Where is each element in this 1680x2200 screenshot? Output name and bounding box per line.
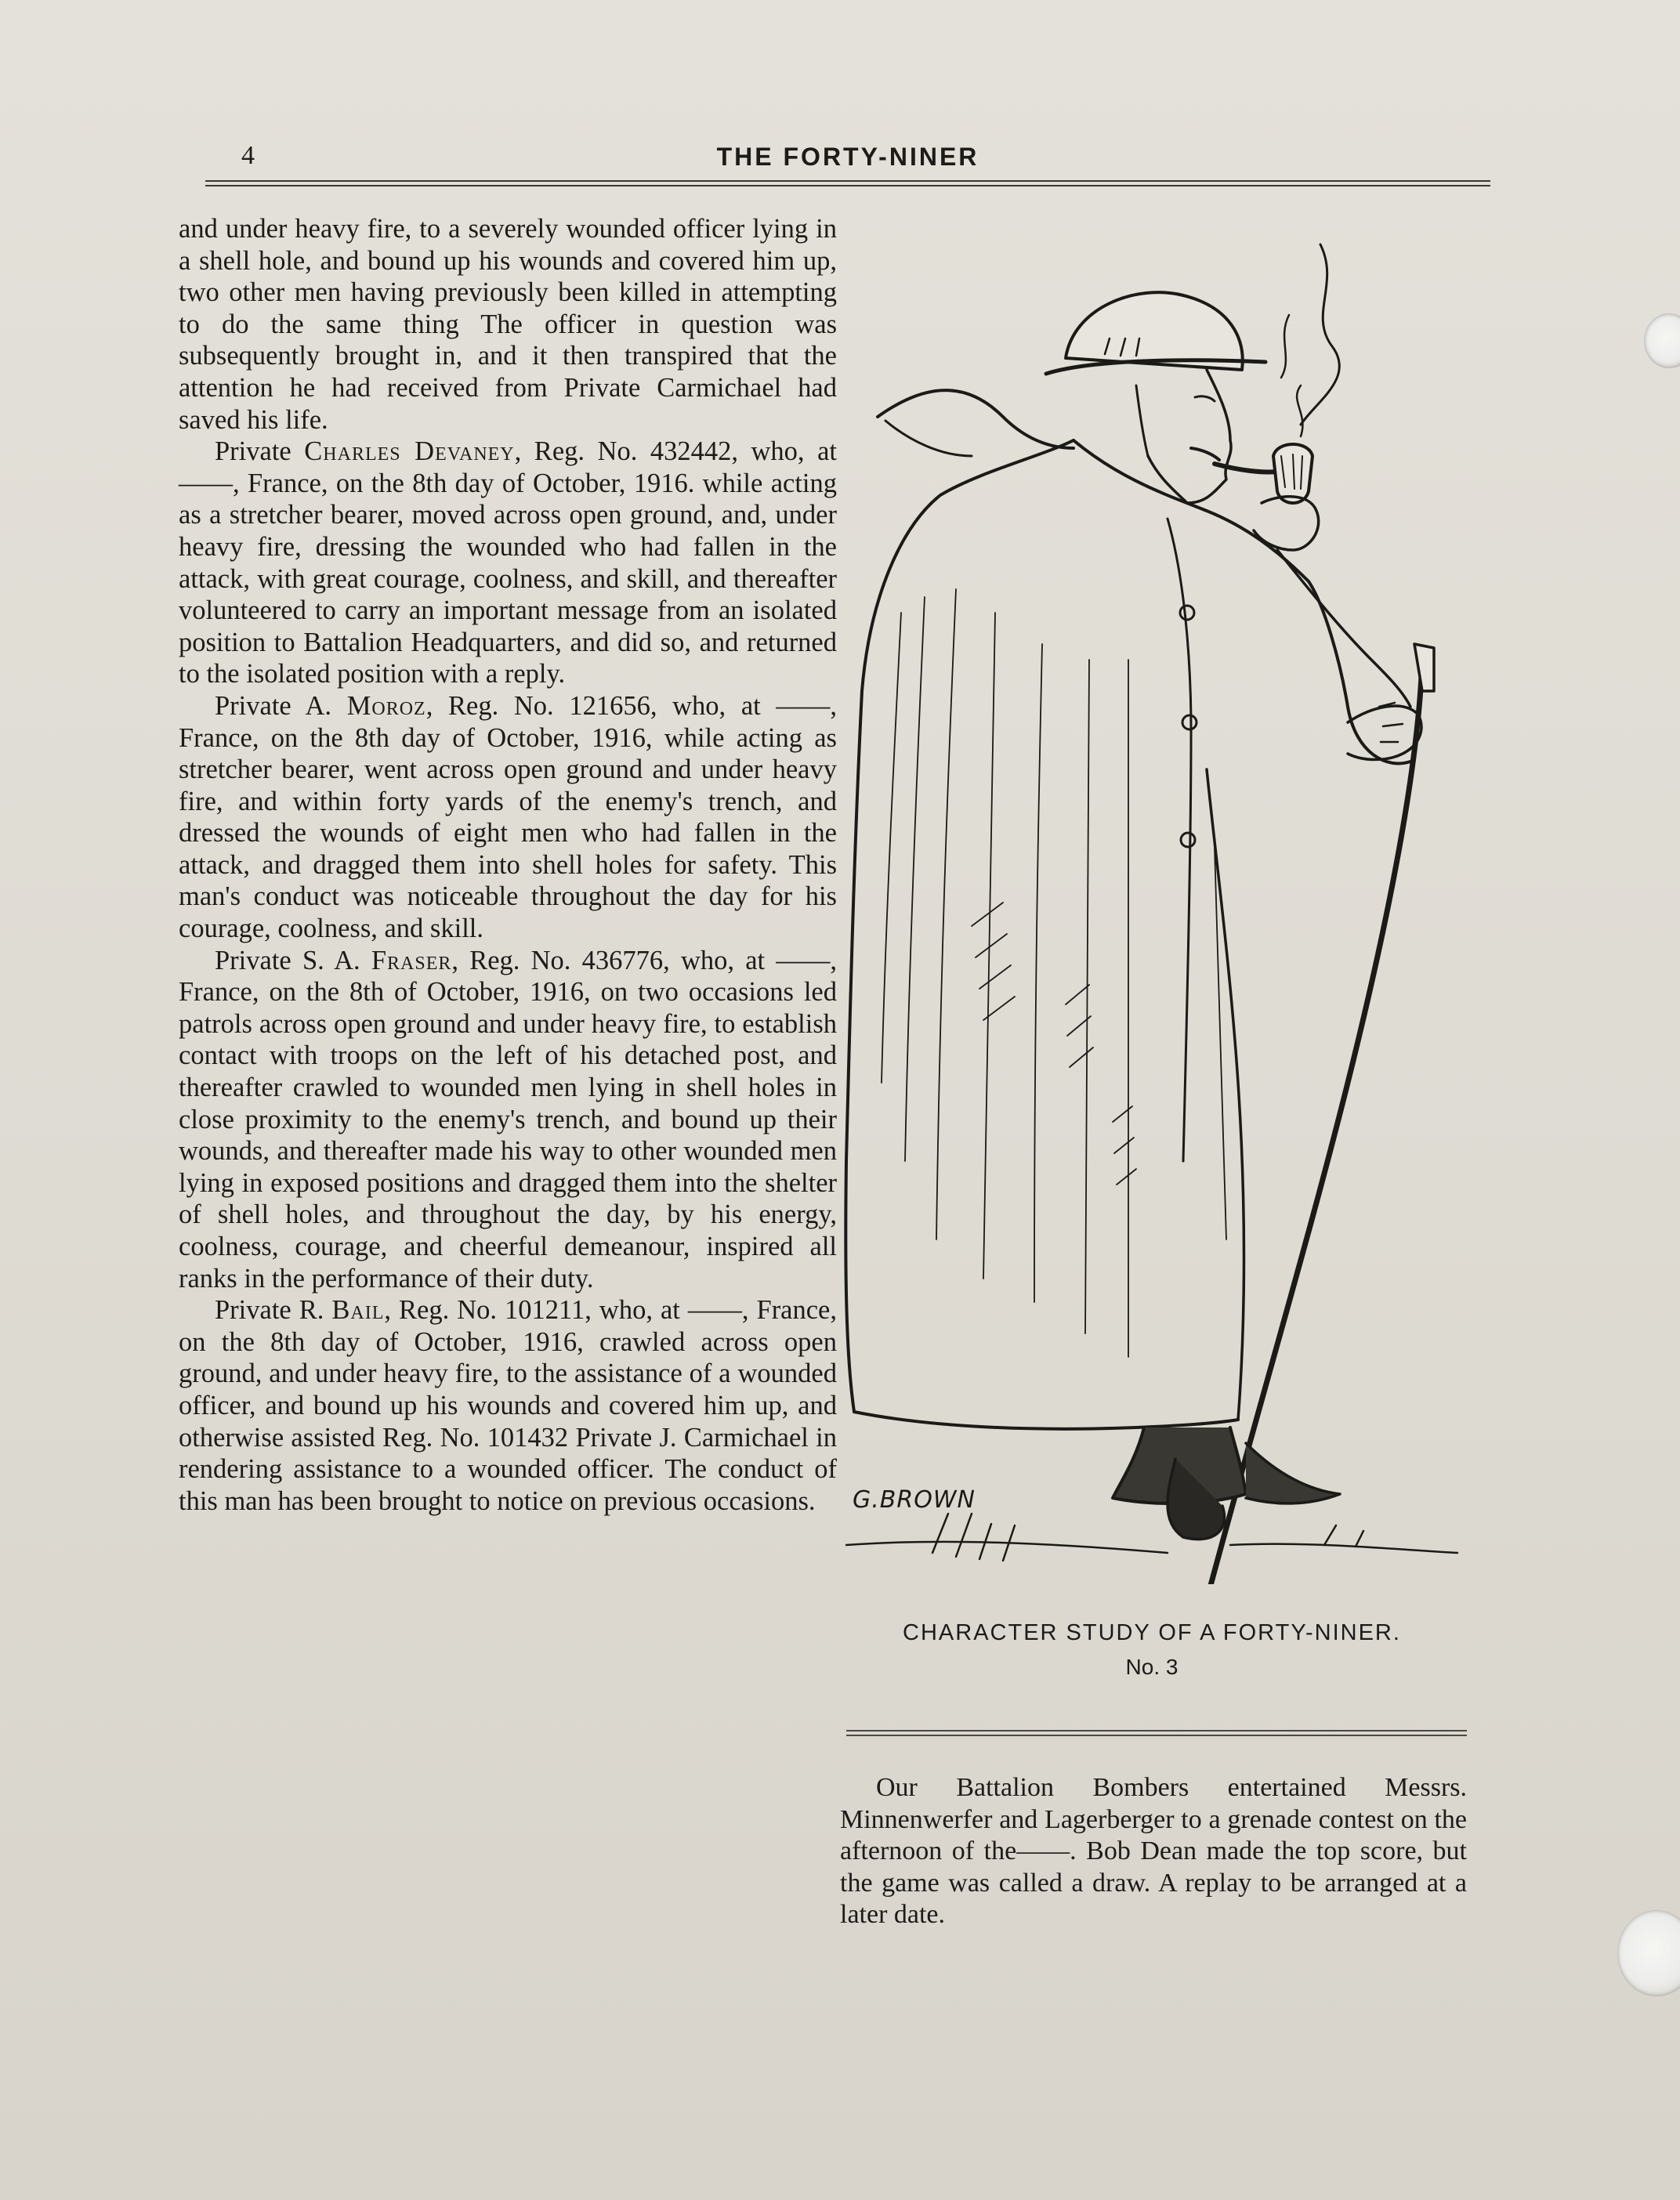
paragraph-moroz: Private A. Moroz, Reg. No. 121656, who, at ——, France, on the 8th day of October, 1916, while acting as stretcher bearer, went across open ground and under heavy fire, and within forty yards of the enemy's trench, and dressed the wounds of eight men who had fallen in the attack, and dragged them into shell holes for safety. This man's conduct was noticeable throughout the day for his courage, coolness, and skill.: [179, 690, 838, 944]
binding-hole-top: [1644, 313, 1680, 368]
name-fraser: Fraser: [371, 945, 452, 975]
right-column: [840, 1772, 1467, 1931]
running-title: THE FORTY-NINER: [716, 143, 979, 171]
paragraph-devaney: Private Charles Devaney, Reg. No. 432442, who, at ——, France, on the 8th day of October, 1916. while acting as a stretcher bearer, moved across open ground, and, under heavy fire, dressing the wounded who had fallen in the attack, with great courage, coolness, and skill, and thereafter volunteered to carry an important message from an isolated position to Battalion Headquarters, and did so, and returned to the isolated position with a reply.: [179, 436, 837, 689]
page-header: [205, 139, 1490, 179]
paragraph-bombers: Our Battalion Bombers entertained Messrs. Minnenwerfer and Lagerberger to a grenade contest on the afternoon of the——. Bob Dean made the top score, but the game was called a draw. A replay to be arranged at a later date.: [840, 1773, 1467, 1930]
binding-hole-bottom: [1617, 1910, 1680, 1996]
illustration-soldier-sketch: [838, 221, 1481, 1584]
header-rule: [205, 180, 1490, 186]
page-number: 4: [241, 141, 255, 170]
paragraph-bail: Private R. Bail, Reg. No. 101211, who, at ——, France, on the 8th day of October, 1916, crawled across open ground, and under heavy fire, to the assistance of a wounded officer, and bound up his wounds and covered him up, and otherwise assisted Reg. No. 101432 Private J. Carmichael in rendering assistance to a wounded officer. The conduct of this man has been brought to notice on previous occasions.: [179, 1295, 837, 1516]
left-column: [179, 213, 837, 1517]
name-devaney: Charles Devaney: [304, 436, 515, 467]
artist-signature: G.BROWN: [853, 1486, 976, 1514]
paragraph-fraser: Private S. A. Fraser, Reg. No. 436776, who, at ——, France, on the 8th of October, 1916, on two occasions led patrols across open ground and under heavy fire, to establish contact with troops on the left of his detached post, and thereafter crawled to wounded men lying in shell holes in close proximity to the enemy's trench, and bound up their wounds, and thereafter made his way to other wounded men lying in exposed positions and dragged them into the shelter of shell holes, and throughout the day, by his energy, coolness, courage, and cheerful demeanour, inspired all ranks in the performance of their duty.: [179, 945, 837, 1294]
paragraph-carmichael-continued: and under heavy fire, to a severely wounded officer lying in a shell hole, and bound up his wounds and covered him up, two other men having previously been killed in attempting to do the same thing The officer in question was subsequently brought in, and it then transpired that the attention he had received from Private Carmichael had saved his life.: [179, 214, 837, 435]
caption-line-1: CHARACTER STUDY OF A FORTY-NINER.: [903, 1620, 1401, 1645]
caption-line-2: No. 3: [1125, 1655, 1179, 1679]
section-rule: [846, 1730, 1467, 1736]
name-bail: Bail: [331, 1295, 385, 1326]
name-moroz: Moroz: [346, 690, 426, 721]
figure-caption: [831, 1616, 1473, 1684]
